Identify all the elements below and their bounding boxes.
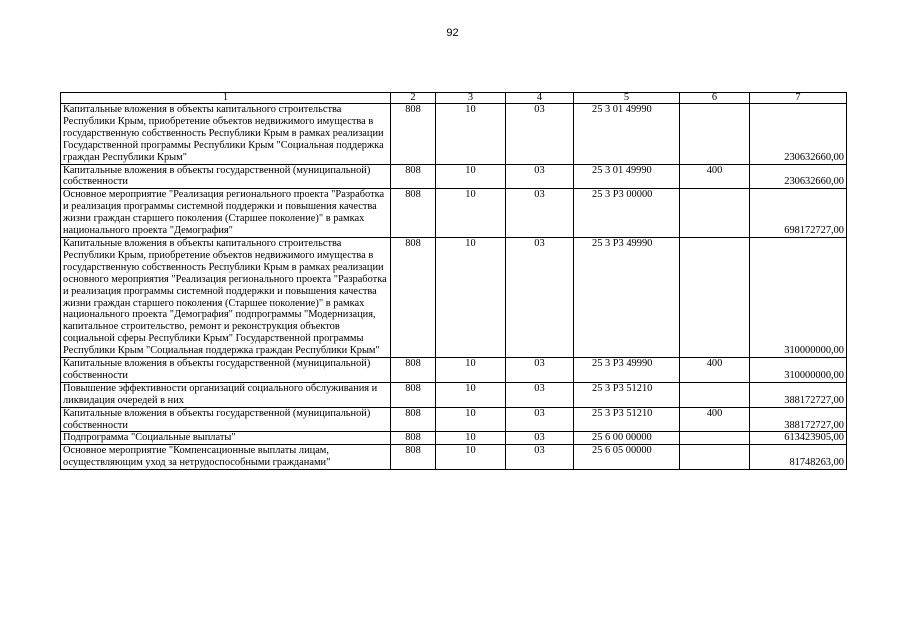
row-amount: 310000000,00 <box>750 358 847 383</box>
row-amount: 613423905,00 <box>750 432 847 445</box>
row-code-section: 10 <box>436 432 506 445</box>
row-code-expense-type <box>680 237 750 357</box>
row-code-target: 25 6 05 00000 <box>574 445 680 470</box>
row-amount: 698172727,00 <box>750 189 847 238</box>
row-description: Подпрограмма "Социальные выплаты" <box>61 432 391 445</box>
row-description: Основное мероприятие "Реализация регионального проекта "Разработка и реализация программы системной поддержки и повышения качества жизни граждан старшего поколения (Старшее поколение)" в рамках национального проекта "Демография" <box>61 189 391 238</box>
table-row <box>61 358 847 383</box>
row-code-section: 10 <box>436 358 506 383</box>
row-description: Капитальные вложения в объекты государственной (муниципальной) собственности <box>61 358 391 383</box>
row-description: Капитальные вложения в объекты государственной (муниципальной) собственности <box>61 164 391 189</box>
table-row <box>61 407 847 432</box>
row-code-subsection: 03 <box>506 382 574 407</box>
budget-table <box>60 92 847 470</box>
header-cell: 1 <box>61 93 391 104</box>
page-number: 92 <box>446 27 459 39</box>
table-row <box>61 237 847 357</box>
row-code-expense-type: 400 <box>680 358 750 383</box>
row-amount: 388172727,00 <box>750 382 847 407</box>
row-description: Капитальные вложения в объекты капитального строительства Республики Крым, приобретение объектов недвижимого имущества в государственную собственность Республики Крым в рамках реализации основного мероприятия "Реализация регионального проекта "Разработка и реализация программы системной поддержки и повышения качества жизни граждан старшего поколения (Старшее поколение)" в рамках национального проекта "Демография" подпрограммы "Модернизация, капитальное строительство, ремонт и реконструкция объектов социальной сферы Республики Крым" Государственной программы Республики Крым "Социальная поддержка граждан Республики Крым" <box>61 237 391 357</box>
header-cell: 7 <box>750 93 847 104</box>
row-code-expense-type <box>680 189 750 238</box>
row-code-section: 10 <box>436 164 506 189</box>
table-row <box>61 382 847 407</box>
row-code-ministry: 808 <box>391 432 436 445</box>
row-code-target: 25 6 00 00000 <box>574 432 680 445</box>
row-code-expense-type <box>680 432 750 445</box>
table-row <box>61 189 847 238</box>
row-code-ministry: 808 <box>391 164 436 189</box>
row-code-target: 25 3 01 49990 <box>574 164 680 189</box>
row-amount: 230632660,00 <box>750 164 847 189</box>
row-code-subsection: 03 <box>506 407 574 432</box>
row-code-ministry: 808 <box>391 237 436 357</box>
row-code-ministry: 808 <box>391 189 436 238</box>
row-code-expense-type <box>680 104 750 165</box>
table-row <box>61 164 847 189</box>
row-amount: 81748263,00 <box>750 445 847 470</box>
row-code-section: 10 <box>436 189 506 238</box>
row-amount: 310000000,00 <box>750 237 847 357</box>
row-code-section: 10 <box>436 445 506 470</box>
header-cell: 4 <box>506 93 574 104</box>
table-row <box>61 445 847 470</box>
row-code-ministry: 808 <box>391 382 436 407</box>
row-code-subsection: 03 <box>506 164 574 189</box>
row-description: Основное мероприятие "Компенсационные выплаты лицам, осуществляющим уход за нетрудоспособными гражданами" <box>61 445 391 470</box>
row-code-ministry: 808 <box>391 104 436 165</box>
row-description: Повышение эффективности организаций социального обслуживания и ликвидация очередей в них <box>61 382 391 407</box>
header-cell: 5 <box>574 93 680 104</box>
row-code-ministry: 808 <box>391 358 436 383</box>
row-code-subsection: 03 <box>506 358 574 383</box>
row-code-expense-type: 400 <box>680 407 750 432</box>
row-code-section: 10 <box>436 104 506 165</box>
row-code-subsection: 03 <box>506 432 574 445</box>
header-cell: 3 <box>436 93 506 104</box>
row-code-subsection: 03 <box>506 104 574 165</box>
row-code-section: 10 <box>436 382 506 407</box>
row-code-expense-type <box>680 382 750 407</box>
row-code-target: 25 3 P3 49990 <box>574 237 680 357</box>
table-row <box>61 104 847 165</box>
row-code-subsection: 03 <box>506 189 574 238</box>
row-code-expense-type: 400 <box>680 164 750 189</box>
row-amount: 230632660,00 <box>750 104 847 165</box>
row-description: Капитальные вложения в объекты капитального строительства Республики Крым, приобретение объектов недвижимого имущества в государственную собственность Республики Крым в рамках реализации Государственной программы Республики Крым "Социальная поддержка граждан Республики Крым" <box>61 104 391 165</box>
row-code-section: 10 <box>436 237 506 357</box>
row-code-subsection: 03 <box>506 445 574 470</box>
table-row <box>61 432 847 445</box>
row-code-ministry: 808 <box>391 445 436 470</box>
table-header-row <box>61 93 847 104</box>
row-code-subsection: 03 <box>506 237 574 357</box>
row-code-target: 25 3 P3 49990 <box>574 358 680 383</box>
row-code-section: 10 <box>436 407 506 432</box>
row-amount: 388172727,00 <box>750 407 847 432</box>
header-cell: 2 <box>391 93 436 104</box>
row-code-target: 25 3 P3 51210 <box>574 382 680 407</box>
row-code-ministry: 808 <box>391 407 436 432</box>
row-code-target: 25 3 P3 51210 <box>574 407 680 432</box>
row-code-target: 25 3 01 49990 <box>574 104 680 165</box>
row-code-target: 25 3 P3 00000 <box>574 189 680 238</box>
header-cell: 6 <box>680 93 750 104</box>
row-description: Капитальные вложения в объекты государственной (муниципальной) собственности <box>61 407 391 432</box>
row-code-expense-type <box>680 445 750 470</box>
